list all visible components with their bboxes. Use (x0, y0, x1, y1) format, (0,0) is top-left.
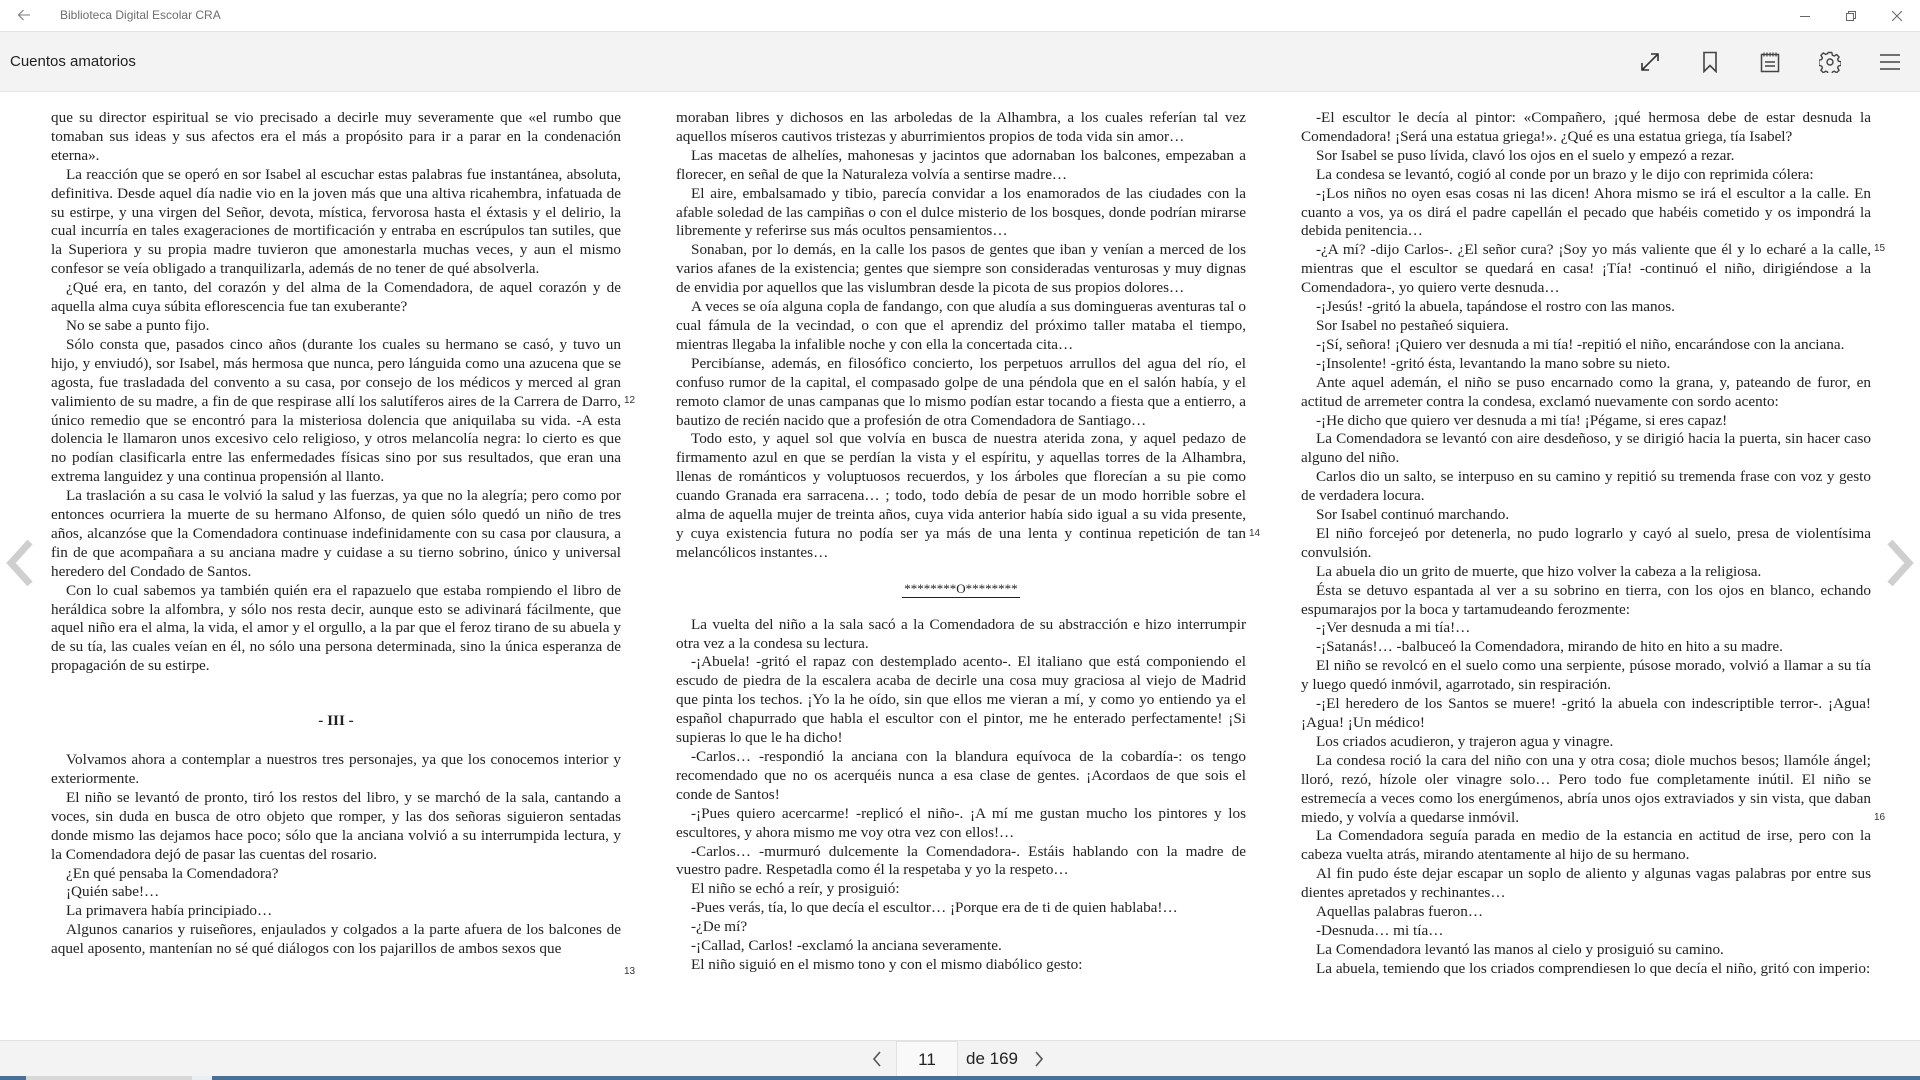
paragraph: Ante aquel ademán, el niño se puso encarnado como la grana, y, pateando de furor, en actitud de arremeter contra la condesa, exclamó nuevamente con sordo acento: (1301, 373, 1871, 410)
app-title: Biblioteca Digital Escolar CRA (60, 8, 221, 22)
paragraph: -¡Ver desnuda a mi tía!… (1316, 619, 1471, 637)
paragraph: La Comendadora se levantó con aire desdeñoso, y se dirigió hacia la puerta, sin hacer caso alguno del niño. (1301, 430, 1871, 467)
reader-toolbar (0, 32, 1920, 92)
page-marker: 13 (624, 966, 636, 977)
paragraph: Carlos dio un salto, se interpuso en su camino y repitió su tremenda frase con voz y gesto de verdadera locura. (1301, 468, 1871, 505)
expand-icon (1639, 51, 1661, 73)
paragraph: La condesa se levantó, cogió al conde por un brazo y le dijo con reprimida cólera: (1316, 165, 1814, 183)
paragraph: La Comendadora seguía parada en medio de la estancia en actitud de irse, pero con la cabeza vuelta atrás, mirando atentamente al hijo de su hermano. (1301, 827, 1871, 864)
paragraph: El niño forcejeó por detenerla, no pudo lograrlo y cayó al suelo, presa de violentísima convulsión. (1301, 524, 1871, 561)
paragraph: ¿Qué era, en tanto, del corazón y del alma de la Comendadora, de aquel corazón y de aquella alma cuya súbita eflorescencia fue tan exuberante? (51, 279, 621, 316)
book-title: Cuentos amatorios (10, 53, 136, 70)
paragraph: Sonaban, por lo demás, en la calle los pasos de gentes que iban y venían a merced de los varios afanes de la existencia; gentes que siempre son consideradas venturosas y muy dignas de envidia por aquellos que las vislumbran desde la picota de sus propios dolores… (676, 241, 1246, 297)
close-icon (1892, 11, 1902, 21)
paragraph: Con lo cual sabemos ya también quién era el rapazuelo que estaba rompiendo el libro de heráldica sobre la alfombra, y sólo nos resta decir, aunque esto se adivinará fácilmente, que aquel niño era el alma, la vida, el amor y el orgullo, a la par que el feroz tirano de su abuela y de su tía, las cuales veían en él, no sólo una persona determinada, sino la única esperanza de propagación de su estirpe. (51, 581, 621, 675)
bookmark-button[interactable] (1694, 46, 1726, 78)
notes-button[interactable] (1754, 46, 1786, 78)
chapter-heading: - III - (318, 712, 354, 730)
minimize-icon (1800, 11, 1810, 21)
page-marker: 15 (1874, 243, 1886, 254)
text-column-3 (1301, 109, 1871, 979)
page-number-input[interactable] (896, 1041, 958, 1077)
paragraph: La abuela dio un grito de muerte, que hizo volver la cabeza a la religiosa. (1316, 562, 1762, 580)
text-column-1 (51, 109, 621, 959)
section-separator (676, 580, 1246, 599)
paragraph: Los criados acudieron, y trajeron agua y vinagre. (1316, 732, 1614, 750)
paragraph: Aquellas palabras fueron… (1316, 903, 1484, 921)
chevron-right-icon (1886, 540, 1914, 586)
paragraph: -¿A mí? -dijo Carlos-. ¿El señor cura? ¡Soy yo más valiente que él y lo echaré a la calle, mientras que el escultor se quedará en casa! ¡Tía! -continuó el niño, dirigiéndose a la Comendadora-, yo quiero verte desnuda… (1301, 241, 1871, 297)
fullscreen-button[interactable] (1634, 46, 1666, 78)
paragraph: La primavera había principiado… (66, 902, 273, 920)
separator-text: ********O******** (904, 580, 1018, 596)
paragraph: -¡Jesús! -gritó la abuela, tapándose el rostro con las manos. (1316, 298, 1675, 316)
page-navigation-bar (0, 1040, 1920, 1076)
paragraph: La Comendadora levantó las manos al cielo y prosiguió su camino. (1316, 940, 1724, 958)
gear-icon (1819, 51, 1841, 73)
paragraph: moraban libres y dichosos en las arboledas de la Alhambra, a los cuales referían tal vez aquellos míseros cautivos tristezas y aburrimientos propios de toda vida sin amor… (676, 109, 1246, 145)
paragraph: Sólo consta que, pasados cinco años (durante los cuales su hermano se casó, y tuvo un hijo, y enviudó), sor Isabel, más hermosa que nunca, pero lánguida como una azucena que se agosta, fue trasladada del convento a su casa, por consejo de los médicos y merced al gran valimiento de su madre, a fin de que respirase allí los salutíferos aires de la Carrera de Darro, único remedio que se encontró para la misteriosa dolencia que aniquilaba su vida. -A esta dolencia le llamaron unos excesivo celo religioso, y otros melancolía negra: lo cierto es que no podían clasificarla entre las enfermedades físicas sino por sus resultados, que eran una extrema languidez y una continua propensión al llanto. (51, 335, 621, 486)
restore-button[interactable] (1828, 0, 1874, 31)
next-page-arrow[interactable] (1880, 533, 1920, 593)
next-page-button[interactable] (1024, 1041, 1054, 1077)
back-button[interactable] (12, 4, 36, 28)
paragraph: -Pues verás, tía, lo que decía el escultor… ¡Porque era de ti de quien hablaba!… (691, 899, 1178, 917)
paragraph: -¡Insolente! -gritó ésta, levantando la mano sobre su nieto. (1316, 354, 1671, 372)
notepad-icon (1759, 51, 1781, 73)
paragraph: La condesa roció la cara del niño con una y otra cosa; diole muchos besos; llamóle ángel; lloró, rezó, hízole oler vinagre solo… Pero todo fue completamente inútil. El niño se estremecía a veces como los energúmenos, abría unos ojos extraviados y sin vista, que daban miedo, y volvía a quedarse inmóvil. (1301, 751, 1871, 826)
paragraph: La traslación a su casa le volvió la salud y las fuerzas, ya que no la alegría; pero como por entonces ocurriera la muerte de su hermano Alfonso, de quien sólo quedó un niño de tres años, alcanzóse que la Comendadora continuase indefinidamente con su casa por clausura, a fin de que acompañara a su anciana madre y cuidase a su tierno sobrino, único y universal heredero del Condado de Santos. (51, 487, 621, 580)
paragraph: -¡Abuela! -gritó el rapaz con destemplado acento-. El italiano que está componiendo el escudo de piedra de la escalera acaba de decirle una cosa muy graciosa al viejo de Madrid que pinta los techos. ¡Yo la he oído, sin que ellos me vieran a mí, y como yo entiendo ya el español chapurrado que habla el escultor con el pintor, me he enterado perfectamente! ¡Si supieras lo que le ha dicho! (676, 653, 1246, 747)
minimize-button[interactable] (1782, 0, 1828, 31)
chevron-right-icon (1034, 1051, 1044, 1067)
taskbar-segment (192, 1076, 212, 1080)
chevron-left-icon (6, 540, 34, 586)
paragraph: -¡Callad, Carlos! -exclamó la anciana severamente. (691, 937, 1002, 955)
paragraph: El niño se revolcó en el suelo como una serpiente, púsose morado, volvió a llamar a su tía y luego quedó inmóvil, agarrotado, sin respiración. (1301, 657, 1871, 694)
paragraph: -¡Los niños no oyen esas cosas ni las dicen! Ahora mismo se irá el escultor a la calle. En cuanto a vos, ya os dirá el padre capellán el pecado que habéis cometido y os impondrá la debida penitencia… (1301, 184, 1871, 240)
paragraph: Todo esto, y aquel sol que volvía en busca de nuestra aterida zona, y aquel pedazo de firmamento azul en que se perdían la vista y el espíritu, y aquellas torres de la Alhambra, llenas de románticos y voluptuosos recuerdos, y los árboles que florecían a su pie como cuando Granada era sarracena… ; todo, todo debía de pesar de un modo horrible sobre el alma de aquella mujer de treinta años, cuya vida anterior había sido igual a su vida presente, y cuya existencia futura no podía ser ya más de una lenta y continua repetición de tan melancólicos instantes… (676, 430, 1246, 561)
paragraph: El aire, embalsamado y tibio, parecía convidar a los enamorados de las ciudades con la afable soledad de las campiñas o con el dulce misterio de los bosques, donde podrían mirarse libremente y referirse sus más ocultos pensamientos… (676, 184, 1246, 240)
paragraph: No se sabe a punto fijo. (66, 316, 210, 334)
paragraph: Las macetas de alhelíes, mahonesas y jacintos que adornaban los balcones, empezaban a florecer, en señal de que la Naturaleza volvía a sentirse madre… (676, 146, 1246, 183)
hamburger-icon (1879, 52, 1901, 72)
pager (862, 1041, 1054, 1077)
paragraph: Sor Isabel se puso lívida, clavó los ojos en el suelo y empezó a rezar. (1316, 146, 1735, 164)
paragraph: Ésta se detuvo espantada al ver a su sobrino en tierra, con los ojos en blanco, echando espumarajos por la boca y tartamudeando ferozmente: (1301, 581, 1871, 618)
arrow-left-icon (17, 9, 31, 21)
paragraph: -¡El heredero de los Santos se muere! -gritó la abuela con indescriptible terror-. ¡Agua! ¡Agua! ¡Un médico! (1301, 695, 1871, 731)
paragraph: Percibíanse, además, en filosófico concierto, los perpetuos arrullos del agua del río, el confuso rumor de la capital, el compasado golpe de una péndola que en el salón había, y el remoto clamor de unas campanas que lo mismo podían estar tocando a fiesta que a entierro, a bautizo de recién nacido que a profesión de otra Comendadora de Santiago… (676, 354, 1246, 429)
paragraph: El niño siguió en el mismo tono y con el mismo diabólico gesto: (691, 955, 1083, 973)
close-button[interactable] (1874, 0, 1920, 31)
paragraph: que su director espiritual se vio precisado a decirle muy severamente que «el rumbo que tomaban sus ideas y sus afectos era el más a propósito para ir a parar en la condenación eterna». (51, 109, 621, 164)
paragraph: -¡Satanás!… -balbuceó la Comendadora, mirando de hito en hito a su madre. (1316, 638, 1783, 656)
reader-pane (0, 93, 1920, 1040)
paragraph: -Carlos… -murmuró dulcemente la Comendadora-. Estáis hablando con la madre de vuestro padre. Respetadla como él la respetaba y yo la respeto… (676, 842, 1246, 879)
taskbar-strip (0, 1076, 1920, 1080)
paragraph: La reacción que se operó en sor Isabel al escuchar estas palabras fue instantánea, absoluta, definitiva. Desde aquel día nadie vio en la joven más que una altiva ricahembra, infatuada de su estirpe, y una virgen del Señor, devota, mística, fervorosa hasta el éxtasis y el delirio, la cual incurría en tales exageraciones de mortificación y entraba en escrúpulos tan sutiles, que la Superiora y su propia madre tuvieron que amonestarla muchas veces, y aun el mismo confesor se veía obligado a tranquilizarla, además de no tener de qué absolverla. (51, 165, 621, 278)
paragraph: -¿De mí? (691, 918, 748, 936)
paragraph: -El escultor le decía al pintor: «Compañero, ¡qué hermosa debe de estar desnuda la Comendadora! ¡Será una estatua griega!». ¿Qué es una estatua griega, tía Isabel? (1301, 109, 1871, 145)
paragraph: Sor Isabel no pestañeó siquiera. (1316, 316, 1509, 334)
page-marker: 14 (1249, 528, 1261, 539)
paragraph: -Desnuda… mi tía… (1316, 921, 1444, 939)
paragraph: -¡He dicho que quiero ver desnuda a mi tía! ¡Pégame, si eres capaz! (1316, 411, 1728, 429)
previous-page-arrow[interactable] (0, 533, 40, 593)
paragraph: -¡Pues quiero acercarme! -replicó el niño-. ¡A mí me gustan mucho los pintores y los escultores, y ahora mismo me voy otra vez con ellos!… (676, 804, 1246, 841)
paragraph: La vuelta del niño a la sala sacó a la Comendadora de su abstracción e hizo interrumpir otra vez a la condesa su lectura. (676, 615, 1246, 652)
paragraph: El niño se levantó de pronto, tiró los restos del libro, y se marchó de la sala, cantando a voces, sin duda en busca de otro objeto que romper, y las dos señoras siguieron sentadas donde mismo las dejamos hace poco; sólo que la anciana volvió a su interrumpida lectura, y la Comendadora dejó de pasar las cuentas del rosario. (51, 788, 621, 863)
paragraph: Volvamos ahora a contemplar a nuestros tres personajes, ya que los conocemos interior y exteriormente. (51, 751, 621, 787)
total-pages-label: de 169 (966, 1049, 1018, 1068)
paragraph: A veces se oía alguna copla de fandango, con que aludía a sus domingueras aventuras tal o cual fámula de la vecindad, o con que el aprendiz del próximo taller mataba el tiempo, mientras llegaba la infalible noche y con ella la concertada cita… (676, 298, 1246, 353)
text-column-2 (676, 109, 1246, 975)
paragraph: El niño se echó a reír, y prosiguió: (691, 880, 900, 898)
paragraph: ¡Quién sabe!… (66, 883, 160, 901)
restore-icon (1846, 11, 1856, 21)
paragraph: Sor Isabel continuó marchando. (1316, 506, 1510, 524)
page-marker: 12 (624, 395, 636, 406)
paragraph: La abuela, temiendo que los criados comprendiesen lo que decía el niño, gritó con imperio: (1316, 959, 1871, 977)
bookmark-icon (1701, 51, 1719, 73)
settings-button[interactable] (1814, 46, 1846, 78)
chevron-left-icon (872, 1051, 882, 1067)
paragraph: Al fin pudo éste dejar escapar un soplo de aliento y algunas vagas palabras por entre sus dientes apretados y rechinantes… (1301, 865, 1871, 902)
paragraph: Algunos canarios y ruiseñores, enjaulados y colgados a la parte afuera de los balcones de aquel aposento, mantenían no sé qué diálogos con los pajarillos de ambos sexos que (51, 921, 621, 958)
taskbar-segment (26, 1076, 192, 1080)
paragraph: -Carlos… -respondió la anciana con la blandura equívoca de la cobardía-: os tengo recomendado que no os acerquéis nunca a esa clase de gentes. ¡Acordaos de que sois el conde de Santos! (676, 748, 1246, 803)
paragraph: -¡Sí, señora! ¡Quiero ver desnuda a mi tía! -repitió el niño, encarándose con la anciana. (1316, 335, 1845, 353)
title-bar (0, 0, 1920, 32)
page-marker: 16 (1874, 812, 1886, 823)
menu-button[interactable] (1874, 46, 1906, 78)
paragraph: ¿En qué pensaba la Comendadora? (66, 864, 279, 882)
previous-page-button[interactable] (862, 1041, 892, 1077)
